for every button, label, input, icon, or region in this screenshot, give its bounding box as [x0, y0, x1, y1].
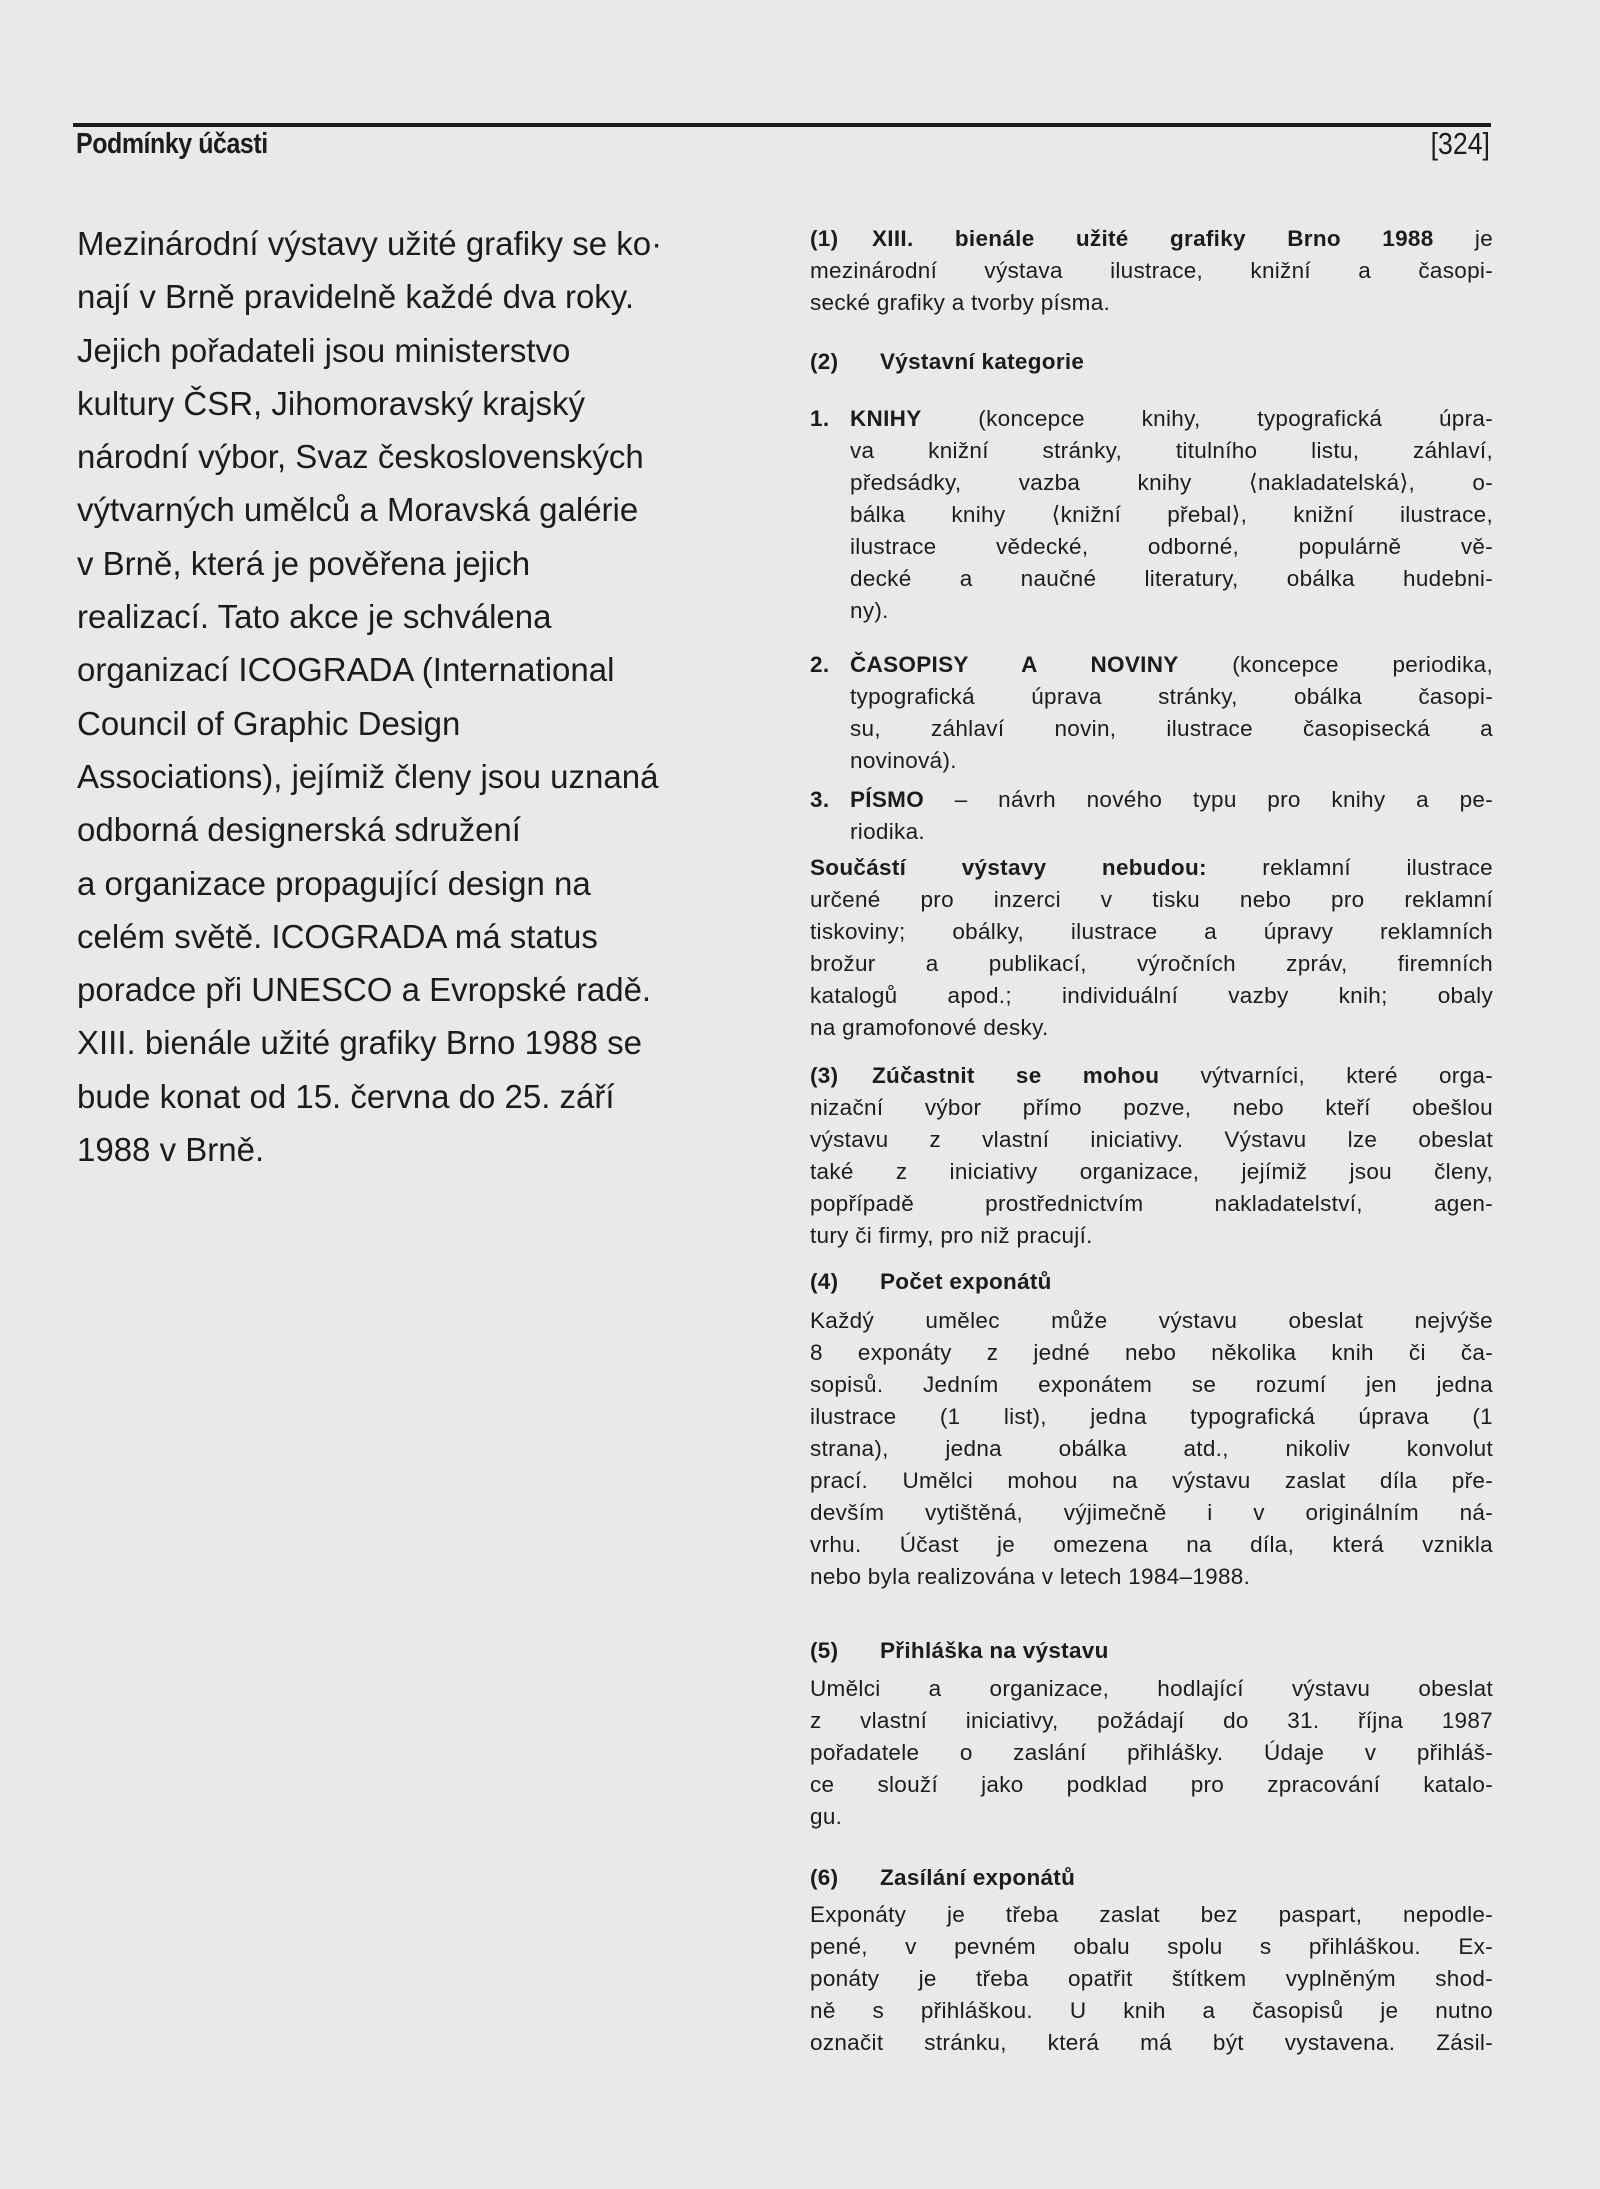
intro-line: bude konat od 15. června do 25. září — [77, 1077, 615, 1115]
text-line — [810, 499, 1493, 531]
line-text: vrhu. Účast je omezena na díla, která vznikla — [810, 1532, 1493, 1557]
section-4-body — [810, 1305, 1493, 1593]
text-line — [810, 1220, 1493, 1252]
text-line — [810, 784, 1493, 816]
text-line — [810, 1369, 1493, 1401]
text-line — [810, 403, 1493, 435]
bold-term: PÍSMO — [850, 787, 925, 812]
section-number: (6) — [810, 1865, 839, 1890]
category-pismo — [810, 784, 1493, 848]
text-line — [810, 1561, 1493, 1593]
line-text: – návrh nového typu pro knihy a pe- — [924, 787, 1493, 812]
text-line — [810, 531, 1493, 563]
intro-line: kultury ČSR, Jihomoravský krajský — [77, 384, 585, 422]
line-text: tury či firmy, pro niž pracují. — [810, 1223, 1093, 1248]
text-line — [810, 1012, 1493, 1044]
line-text: (koncepce periodika, — [1178, 652, 1493, 677]
line-text: reklamní ilustrace — [1206, 855, 1493, 880]
intro-line: Jejich pořadateli jsou ministerstvo — [77, 331, 571, 369]
intro-line: celém světě. ICOGRADA má status — [77, 917, 598, 955]
section-6-heading — [810, 1862, 1493, 1894]
line-text: katalogů apod.; individuální vazby knih; obaly — [810, 983, 1493, 1008]
text-line — [810, 1862, 1493, 1894]
line-text: ce slouží jako podklad pro zpracování katalo- — [810, 1772, 1493, 1797]
intro-line: organizací ICOGRADA (International — [77, 651, 615, 689]
text-line — [810, 884, 1493, 916]
section-5-body — [810, 1673, 1493, 1833]
line-text: 8 exponáty z jedné nebo několika knih či ča- — [810, 1340, 1493, 1365]
text-line — [810, 1769, 1493, 1801]
bold-term: Součástí výstavy nebudou: — [810, 855, 1207, 880]
text-line — [810, 595, 1493, 627]
text-line — [810, 1092, 1493, 1124]
category-knihy — [810, 403, 1493, 627]
line-text: ilustrace vědecké, odborné, populárně vě- — [850, 534, 1493, 559]
line-text: tiskoviny; obálky, ilustrace a úpravy reklamních — [810, 919, 1493, 944]
section-number: (2) — [810, 349, 839, 374]
line-text: riodika. — [850, 819, 925, 844]
text-line — [810, 435, 1493, 467]
line-text: Umělci a organizace, hodlající výstavu obeslat — [810, 1676, 1493, 1701]
text-line — [810, 467, 1493, 499]
text-line — [810, 1124, 1493, 1156]
line-text: va knižní stránky, titulního listu, záhlaví, — [850, 438, 1493, 463]
text-line — [810, 980, 1493, 1012]
section-heading: Výstavní kategorie — [880, 349, 1085, 374]
text-line — [810, 223, 1493, 255]
section-number: (4) — [810, 1269, 839, 1294]
text-line — [810, 745, 1493, 777]
line-text: nizační výbor přímo pozve, nebo kteří obešlou — [810, 1095, 1493, 1120]
section-heading: Přihláška na výstavu — [880, 1638, 1109, 1663]
text-line — [810, 287, 1493, 319]
category-casopisy — [810, 649, 1493, 777]
line-text: určené pro inzerci v tisku nebo pro reklamní — [810, 887, 1493, 912]
text-line — [810, 255, 1493, 287]
line-text: ponáty je třeba opatřit štítkem vyplněným shod- — [810, 1966, 1493, 1991]
line-text: na gramofonové desky. — [810, 1015, 1049, 1040]
bold-term: Zúčastnit se mohou — [872, 1063, 1160, 1088]
section-heading: Počet exponátů — [880, 1269, 1052, 1294]
text-line — [810, 1801, 1493, 1833]
text-line — [810, 1305, 1493, 1337]
text-line — [810, 1705, 1493, 1737]
text-line — [810, 1401, 1493, 1433]
intro-column — [77, 217, 767, 1176]
text-line — [810, 1266, 1493, 1298]
line-text: popřípadě prostřednictvím nakladatelství, agen- — [810, 1191, 1493, 1216]
intro-line: poradce při UNESCO a Evropské radě. — [77, 971, 652, 1009]
text-line — [810, 681, 1493, 713]
line-text: su, záhlaví novin, ilustrace časopisecká a — [850, 716, 1493, 741]
section-number: 3. — [810, 787, 830, 812]
intro-line: národní výbor, Svaz československých — [77, 438, 644, 476]
line-text: prací. Umělci mohou na výstavu zaslat díla pře- — [810, 1468, 1493, 1493]
line-text: výstavu z vlastní iniciativy. Výstavu lze obeslat — [810, 1127, 1493, 1152]
text-line — [810, 1963, 1493, 1995]
line-text: decké a naučné literatury, obálka hudebni- — [850, 566, 1493, 591]
line-text: bálka knihy ⟨knižní přebal⟩, knižní ilustrace, — [850, 502, 1493, 527]
line-text: označit stránku, která má být vystavena. Zásil- — [810, 2030, 1493, 2055]
line-text: devším vytištěná, výjimečně i v originálním ná- — [810, 1500, 1493, 1525]
section-1 — [810, 223, 1493, 319]
section-4-heading — [810, 1266, 1493, 1298]
line-text: pořadatele o zaslání přihlášky. Údaje v přihláš- — [810, 1740, 1493, 1765]
intro-line: nají v Brně pravidelně každé dva roky. — [77, 278, 635, 316]
section-6-body — [810, 1899, 1493, 2059]
text-line — [810, 816, 1493, 848]
line-text: novinová). — [850, 748, 957, 773]
section-number: 2. — [810, 652, 830, 677]
line-text: brožur a publikací, výročních zpráv, firemních — [810, 951, 1493, 976]
text-line — [810, 1635, 1493, 1667]
intro-line: realizací. Tato akce je schválena — [77, 598, 552, 636]
line-text: typografická úprava stránky, obálka časopi- — [850, 684, 1493, 709]
section-2-heading — [810, 346, 1493, 378]
text-line — [810, 563, 1493, 595]
text-line — [810, 1156, 1493, 1188]
text-line — [810, 1188, 1493, 1220]
section-heading: Zasílání exponátů — [880, 1865, 1076, 1890]
line-text: Každý umělec může výstavu obeslat nejvýše — [810, 1308, 1493, 1333]
text-line — [810, 1497, 1493, 1529]
page-number: [324] — [1430, 126, 1490, 161]
intro-line: Council of Graphic Design — [77, 704, 461, 742]
section-number: (5) — [810, 1638, 839, 1663]
line-text: sopisů. Jedním exponátem se rozumí jen jedna — [810, 1372, 1493, 1397]
line-text: ně s přihláškou. U knih a časopisů je nutno — [810, 1998, 1493, 2023]
text-line — [810, 1433, 1493, 1465]
text-line — [810, 1673, 1493, 1705]
bold-term: KNIHY — [850, 406, 922, 431]
intro-line: XIII. bienále užité grafiky Brno 1988 se — [77, 1024, 642, 1062]
line-text: gu. — [810, 1804, 843, 1829]
text-line — [810, 1931, 1493, 1963]
line-text: nebo byla realizována v letech 1984–1988. — [810, 1564, 1251, 1589]
exclusions — [810, 852, 1493, 1044]
line-text: výtvarníci, které orga- — [1159, 1063, 1493, 1088]
intro-line: odborná designerská sdružení — [77, 811, 521, 849]
text-line — [810, 852, 1493, 884]
text-line — [810, 713, 1493, 745]
line-text: strana), jedna obálka atd., nikoliv konvolut — [810, 1436, 1493, 1461]
section-number: (1) — [810, 226, 839, 251]
text-line — [810, 1337, 1493, 1369]
section-number: 1. — [810, 406, 830, 431]
text-line — [810, 1465, 1493, 1497]
intro-line: výtvarných umělců a Moravská galérie — [77, 491, 639, 529]
text-line — [810, 1529, 1493, 1561]
line-text: mezinárodní výstava ilustrace, knižní a časopi- — [810, 258, 1493, 283]
text-line — [810, 2027, 1493, 2059]
text-line — [810, 1737, 1493, 1769]
intro-line: Mezinárodní výstavy užité grafiky se ko· — [77, 225, 663, 262]
line-text: předsádky, vazba knihy ⟨nakladatelská⟩, o- — [850, 470, 1493, 495]
text-line — [810, 346, 1493, 378]
section-number: (3) — [810, 1063, 839, 1088]
text-line — [810, 948, 1493, 980]
text-line — [810, 916, 1493, 948]
line-text: secké grafiky a tvorby písma. — [810, 290, 1111, 315]
intro-line: Associations), jejímiž členy jsou uznaná — [77, 757, 659, 795]
line-text: Exponáty je třeba zaslat bez paspart, nepodle- — [810, 1902, 1493, 1927]
page-title: Podmínky účasti — [76, 128, 268, 160]
text-line — [810, 1060, 1493, 1092]
bold-term: ČASOPISY A NOVINY — [850, 652, 1179, 677]
text-line — [810, 1899, 1493, 1931]
line-text: je — [1433, 226, 1494, 251]
header-rule — [73, 123, 1491, 127]
line-text: také z iniciativy organizace, jejímiž jsou členy, — [810, 1159, 1493, 1184]
bold-term: XIII. bienále užité grafiky Brno 1988 — [872, 226, 1434, 251]
line-text: ny). — [850, 598, 889, 623]
intro-line: a organizace propagující design na — [77, 864, 591, 902]
intro-line: 1988 v Brně. — [77, 1131, 265, 1169]
intro-line: v Brně, která je pověřena jejich — [77, 544, 531, 582]
section-5-heading — [810, 1635, 1493, 1667]
text-line — [810, 1995, 1493, 2027]
line-text: (koncepce knihy, typografická úpra- — [921, 406, 1493, 431]
section-3 — [810, 1060, 1493, 1252]
line-text: z vlastní iniciativy, požádají do 31. října 1987 — [810, 1708, 1493, 1733]
line-text: ilustrace (1 list), jedna typografická úprava (1 — [810, 1404, 1493, 1429]
text-line — [810, 649, 1493, 681]
line-text: pené, v pevném obalu spolu s přihláškou. Ex- — [810, 1934, 1493, 1959]
